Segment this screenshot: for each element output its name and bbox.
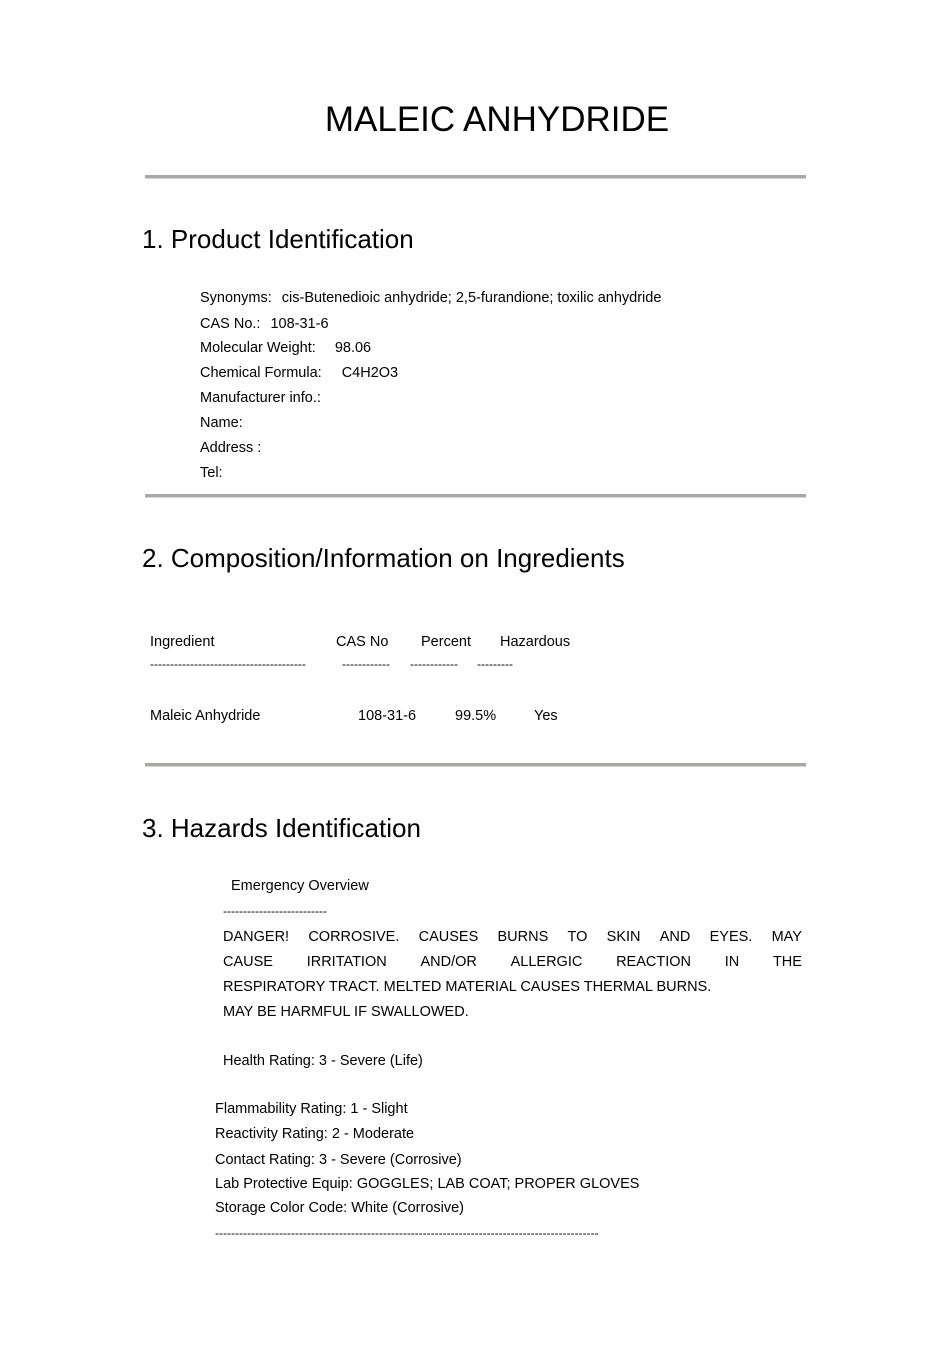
overview-word: IRRITATION bbox=[306, 954, 387, 970]
field-value: 108-31-6 bbox=[270, 316, 329, 332]
overview-word: TO bbox=[567, 929, 588, 945]
overview-word: IN bbox=[724, 954, 740, 970]
overview-line-4: MAY BE HARMFUL IF SWALLOWED. bbox=[223, 1004, 469, 1020]
overview-word: REACTION bbox=[616, 954, 691, 970]
table-cell-ingredient: Maleic Anhydride bbox=[150, 708, 261, 724]
overview-word: AND/OR bbox=[420, 954, 477, 970]
overview-word: SKIN bbox=[606, 929, 641, 945]
column-separator: ------------ bbox=[410, 657, 458, 671]
table-cell-percent: 99.5% bbox=[455, 708, 497, 724]
flammability-rating: Flammability Rating: 1 - Slight bbox=[215, 1101, 408, 1117]
manufacturer-info-label: Manufacturer info.: bbox=[200, 390, 321, 406]
cas-no-field bbox=[200, 316, 329, 332]
overview-word: CORROSIVE. bbox=[308, 929, 400, 945]
end-separator: ------------------------------------------------------------------------------------------------ bbox=[215, 1226, 599, 1240]
field-label: Synonyms: bbox=[200, 290, 272, 306]
address-label: Address : bbox=[200, 440, 262, 456]
overview-word: AND bbox=[659, 929, 691, 945]
reactivity-rating: Reactivity Rating: 2 - Moderate bbox=[215, 1126, 415, 1142]
overview-line-1 bbox=[223, 929, 802, 945]
column-separator: ------------ bbox=[342, 657, 390, 671]
column-separator: --------------------------------------- bbox=[150, 657, 306, 671]
emergency-overview-title: Emergency Overview bbox=[231, 878, 369, 894]
overview-separator: -------------------------- bbox=[223, 904, 327, 918]
contact-rating: Contact Rating: 3 - Severe (Corrosive) bbox=[215, 1152, 462, 1168]
health-rating: Health Rating: 3 - Severe (Life) bbox=[223, 1053, 423, 1069]
overview-word: CAUSES bbox=[418, 929, 479, 945]
synonyms-field bbox=[200, 290, 661, 306]
column-separator: --------- bbox=[477, 657, 513, 671]
overview-word: THE bbox=[772, 954, 802, 970]
field-value: cis-Butenedioic anhydride; 2,5-furandione; toxilic anhydride bbox=[281, 290, 662, 306]
column-header-hazardous: Hazardous bbox=[500, 634, 571, 650]
overview-word: DANGER! bbox=[223, 929, 290, 945]
overview-word: BURNS bbox=[497, 929, 549, 945]
overview-word: CAUSE bbox=[223, 954, 273, 970]
column-header-ingredient: Ingredient bbox=[150, 634, 215, 650]
overview-word: EYES. bbox=[709, 929, 753, 945]
lab-protective-equipment: Lab Protective Equip: GOGGLES; LAB COAT; PROPER GLOVES bbox=[215, 1176, 640, 1192]
tel-label: Tel: bbox=[200, 465, 223, 481]
section-heading-product-identification: 1. Product Identification bbox=[142, 224, 414, 254]
field-label: Molecular Weight: bbox=[200, 340, 316, 356]
field-label: CAS No.: bbox=[200, 316, 261, 332]
document-title: MALEIC ANHYDRIDE bbox=[324, 100, 670, 139]
section-heading-composition: 2. Composition/Information on Ingredients bbox=[142, 543, 625, 573]
divider bbox=[145, 494, 806, 498]
field-value: 98.06 bbox=[334, 340, 372, 356]
overview-line-3: RESPIRATORY TRACT. MELTED MATERIAL CAUSES THERMAL BURNS. bbox=[223, 979, 712, 995]
divider bbox=[145, 175, 806, 179]
molecular-weight-field bbox=[200, 340, 371, 356]
table-cell-cas: 108-31-6 bbox=[358, 708, 417, 724]
storage-color-code: Storage Color Code: White (Corrosive) bbox=[215, 1200, 465, 1216]
overview-word: MAY bbox=[771, 929, 802, 945]
column-header-cas-no: CAS No bbox=[336, 634, 389, 650]
column-header-percent: Percent bbox=[421, 634, 471, 650]
table-cell-hazardous: Yes bbox=[534, 708, 558, 724]
section-heading-hazards: 3. Hazards Identification bbox=[142, 813, 421, 843]
chemical-formula-field bbox=[200, 365, 398, 381]
overview-line-2 bbox=[223, 954, 802, 970]
divider bbox=[145, 763, 806, 767]
field-value: C4H2O3 bbox=[341, 365, 399, 381]
name-label: Name: bbox=[200, 415, 243, 431]
field-label: Chemical Formula: bbox=[200, 365, 322, 381]
overview-word: ALLERGIC bbox=[510, 954, 583, 970]
